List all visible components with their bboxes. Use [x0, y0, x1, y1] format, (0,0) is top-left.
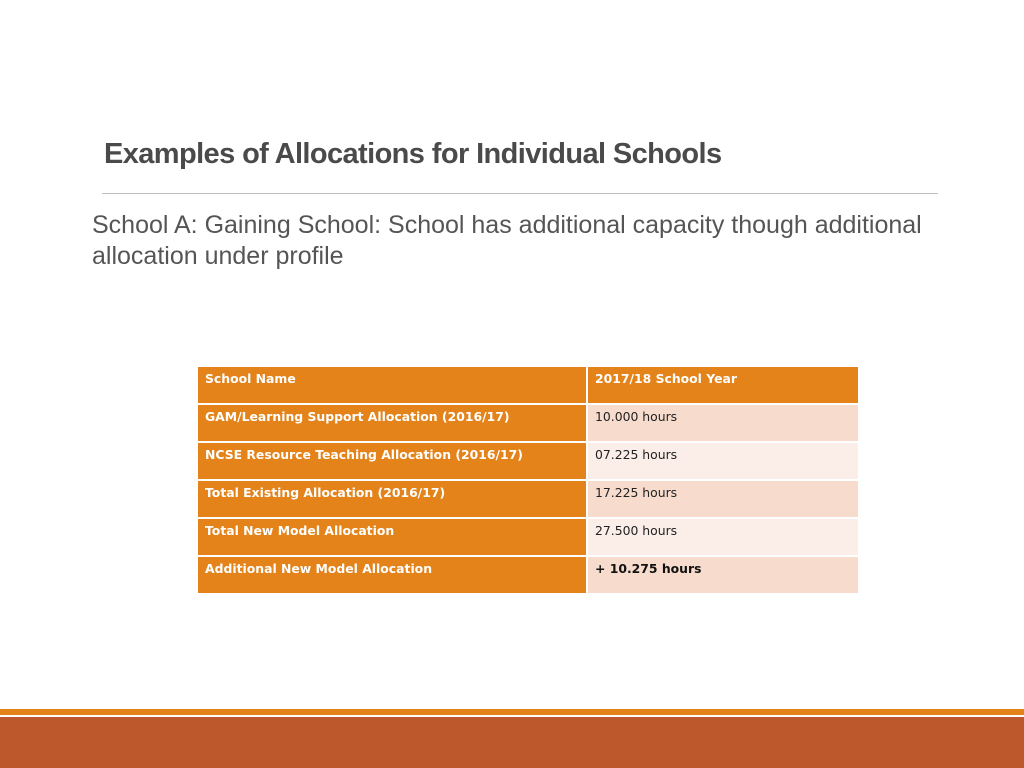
- row-value-total: + 10.275 hours: [588, 557, 858, 593]
- slide-subtitle: School A: Gaining School: School has additional capacity though additional allocation under profile: [92, 211, 922, 270]
- table-row: [198, 405, 858, 441]
- table-row: [198, 557, 858, 593]
- footer-accent-bar: [0, 709, 1024, 715]
- allocation-table: [196, 365, 860, 595]
- title-divider: [102, 193, 938, 194]
- table-row: [198, 519, 858, 555]
- row-value: 10.000 hours: [588, 405, 858, 441]
- row-value: 17.225 hours: [588, 481, 858, 517]
- row-label: Additional New Model Allocation: [198, 557, 586, 593]
- row-label: Total Existing Allocation (2016/17): [198, 481, 586, 517]
- slide-title: Examples of Allocations for Individual Schools: [104, 138, 722, 170]
- footer-band: [0, 717, 1024, 768]
- table-row: [198, 481, 858, 517]
- row-label: NCSE Resource Teaching Allocation (2016/17): [198, 443, 586, 479]
- header-school-year: 2017/18 School Year: [588, 367, 858, 403]
- row-value: 07.225 hours: [588, 443, 858, 479]
- row-label: GAM/Learning Support Allocation (2016/17): [198, 405, 586, 441]
- table-header-row: [198, 367, 858, 403]
- row-value: 27.500 hours: [588, 519, 858, 555]
- table-row: [198, 443, 858, 479]
- header-school-name: School Name: [198, 367, 586, 403]
- row-label: Total New Model Allocation: [198, 519, 586, 555]
